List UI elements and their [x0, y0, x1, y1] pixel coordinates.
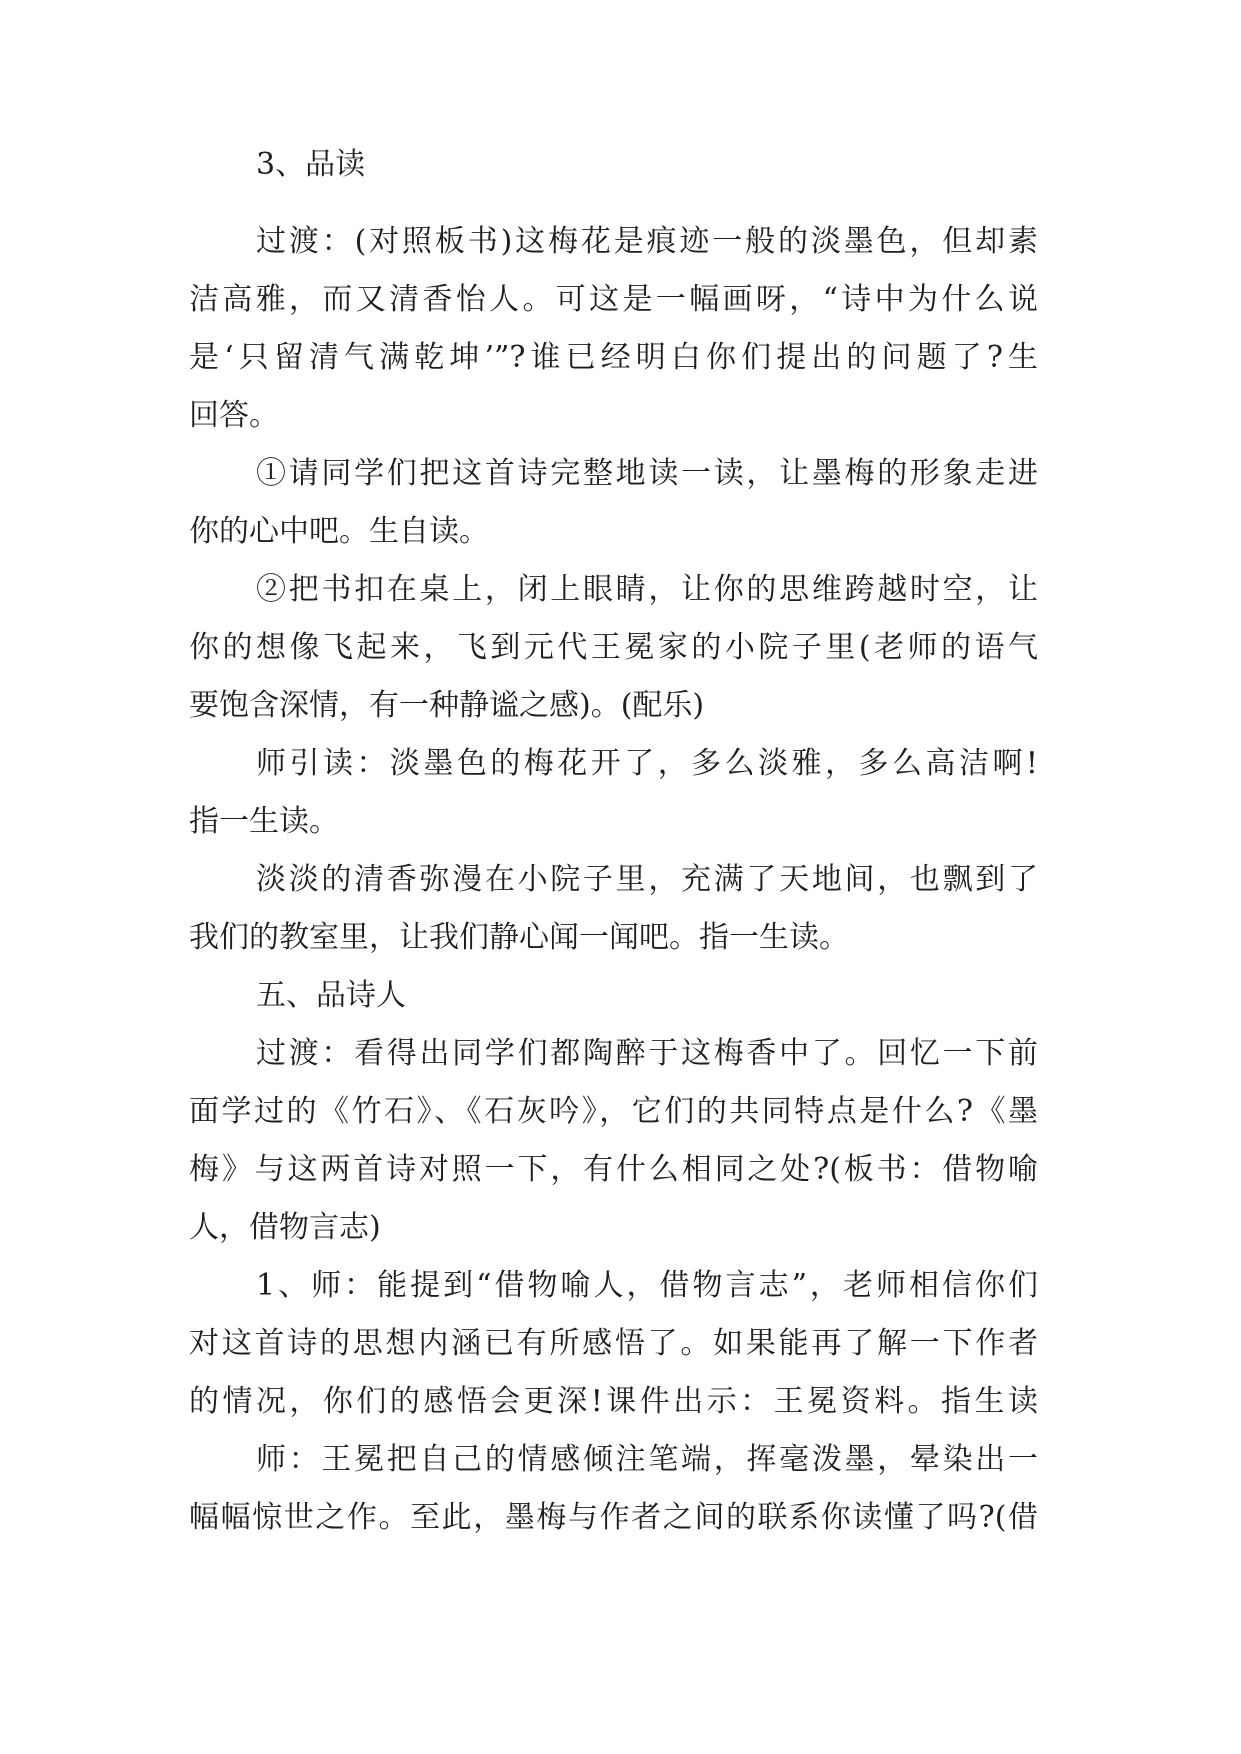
paragraph-line: 你的心中吧。生自读。 [189, 514, 489, 549]
paragraph-line: ②把书扣在桌上，闭上眼睛，让你的思维跨越时空，让 [256, 572, 1038, 607]
paragraph-line: 幅幅惊世之作。至此，墨梅与作者之间的联系你读懂了吗?(借 [189, 1500, 1038, 1535]
paragraph-line: 梅》与这两首诗对照一下，有什么相同之处?(板书：借物喻 [189, 1152, 1038, 1187]
paragraph-line: 对这首诗的思想内涵已有所感悟了。如果能再了解一下作者 [189, 1326, 1038, 1361]
paragraph-line: 1、师：能提到“借物喻人，借物言志”，老师相信你们 [256, 1268, 1038, 1303]
paragraph-line: 是‘只留清气满乾坤’”?谁已经明白你们提出的问题了?生 [189, 340, 1038, 375]
paragraph-line: 我们的教室里，让我们静心闻一闻吧。指一生读。 [189, 920, 849, 955]
paragraph-line: 过渡：看得出同学们都陶醉于这梅香中了。回忆一下前 [256, 1036, 1038, 1071]
paragraph-line: 淡淡的清香弥漫在小院子里，充满了天地间，也飘到了 [256, 862, 1038, 897]
paragraph-line: 人，借物言志) [189, 1210, 381, 1245]
paragraph-line: 回答。 [189, 398, 279, 433]
paragraph-line: 面学过的《竹石》、《石灰吟》，它们的共同特点是什么?《墨 [189, 1094, 1038, 1129]
paragraph-line: 师引读：淡墨色的梅花开了，多么淡雅，多么高洁啊! [256, 746, 1038, 781]
paragraph-line: 的情况，你们的感悟会更深!课件出示：王冕资料。指生读 [189, 1384, 1038, 1419]
paragraph-line: ①请同学们把这首诗完整地读一读，让墨梅的形象走进 [256, 456, 1038, 491]
paragraph-line: 你的想像飞起来，飞到元代王冕家的小院子里(老师的语气 [189, 630, 1038, 665]
paragraph-line: 指一生读。 [189, 804, 339, 839]
section-heading: 五、品诗人 [256, 978, 406, 1013]
heading-pindu: 3、品读 [256, 147, 366, 182]
paragraph-line: 洁高雅，而又清香怡人。可这是一幅画呀，“诗中为什么说 [189, 282, 1038, 317]
paragraph-line: 要饱含深情，有一种静谧之感)。(配乐) [189, 688, 705, 723]
paragraph-line: 师：王冕把自己的情感倾注笔端，挥毫泼墨，晕染出一 [256, 1442, 1038, 1477]
paragraph-line: 过渡：(对照板书)这梅花是痕迹一般的淡墨色，但却素 [256, 224, 1038, 259]
